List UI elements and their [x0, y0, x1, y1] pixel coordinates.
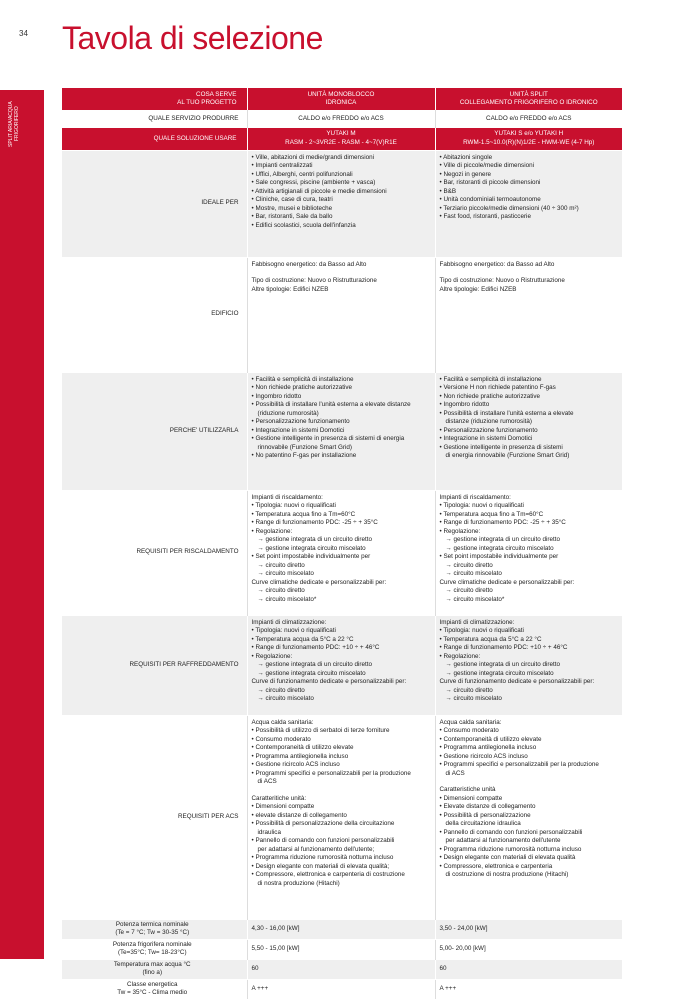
text-line: • Programma antilegionella incluso: [439, 744, 537, 751]
text-line: • Attività artigianali di piccole e medie dimensioni: [251, 187, 387, 195]
text-line: Curve climatiche dedicate e personalizzabili per:: [251, 578, 387, 586]
text-line: • Integrazione in sistemi Domotici: [251, 426, 345, 434]
text-line: → circuito miscelato*: [257, 595, 317, 603]
text-line: → gestione integrata di un circuito diretto: [445, 536, 560, 543]
text-line: • Temperatura acqua fino a Tm=60°C: [439, 510, 544, 518]
row-split-cell: [435, 490, 622, 615]
text-line: • Temperatura acqua da 5°C a 22 °C: [439, 635, 542, 643]
content-row: [62, 615, 622, 715]
text-line: • Ingombro ridotto: [251, 392, 302, 400]
text-line: • Facilità e semplicità di installazione: [439, 375, 542, 383]
solution-row-label: QUALE SOLUZIONE USARE: [62, 128, 247, 150]
text-line: • Negozi in genere: [439, 170, 492, 178]
spec-mono-value: A +++: [247, 979, 435, 999]
content-row: [62, 372, 622, 490]
spec-row: [62, 939, 622, 959]
spec-label: Temperatura max acqua °C (fino a): [62, 959, 247, 979]
text-line: • B&B: [439, 187, 457, 195]
row-label: REQUISITI PER ACS: [62, 715, 247, 919]
text-line: Tipo di costruzione: Nuovo o Ristrutturazione: [251, 277, 377, 284]
text-line: → circuito diretto: [257, 561, 305, 569]
text-line: • Set point impostabile individualmente per: [251, 553, 371, 560]
spec-split-value: A +++: [435, 979, 622, 999]
spec-label: Potenza frigorifera nominale (Te=35°C; Tw= 18-23°C): [62, 939, 247, 959]
text-line: di nostra produzione (Hitachi): [257, 879, 340, 887]
text-line: • Integrazione in sistemi Domotici: [439, 435, 533, 442]
text-line: [440, 778, 619, 786]
solution-row-mono: YUTAKI M RASM - 2~3VR2E - RASM - 4~7(V)R1E: [247, 128, 435, 150]
text-line: → gestione integrata circuito miscelato: [445, 544, 554, 552]
text-line: • Bar, ristoranti di piccole dimensioni: [439, 179, 541, 186]
row-label: REQUISITI PER RAFFREDDAMENTO: [62, 615, 247, 715]
text-line: • Versione H non richiede patentino F-gas: [439, 384, 556, 391]
text-line: • Temperatura acqua fino a Tm=60°C: [251, 510, 356, 518]
spec-row: [62, 959, 622, 979]
row-split-cell: [435, 715, 622, 919]
text-line: Tipo di costruzione: Nuovo o Ristrutturazione: [439, 277, 565, 284]
solution-row-split: YUTAKI S e/o YUTAKI H RWM-1.5~10.0(R)(N)1/2E - HWM-WE (4-7 Hp): [435, 128, 622, 150]
service-row: [62, 110, 622, 128]
text-line: • Tipologia: nuovi o riqualificati: [439, 627, 524, 634]
spec-mono-value: 5,50 - 15,00 [kW]: [247, 939, 435, 959]
text-line: Curve climatiche dedicate e personalizzabili per:: [439, 578, 575, 586]
text-line: Altre tipologie: Edifici NZEB: [251, 285, 329, 293]
text-line: → circuito miscelato: [445, 570, 502, 577]
text-line: rinnovabile (Funzione Smart Grid): [257, 443, 352, 451]
row-split-cell: [435, 372, 622, 490]
content-row: [62, 150, 622, 257]
text-line: Impianti di riscaldamento:: [439, 493, 511, 501]
text-line: Acqua calda sanitaria:: [439, 718, 502, 726]
text-line: idraulica: [257, 828, 281, 836]
text-line: Impianti di riscaldamento:: [251, 493, 323, 501]
text-line: → gestione integrata di un circuito diretto: [257, 536, 372, 543]
text-line: per adattarsi al funzionamento dell'utente;: [257, 845, 375, 853]
row-mono-cell: [247, 150, 435, 257]
text-line: • Bar, ristoranti, Sale da ballo: [251, 213, 333, 220]
text-line: • Consumo moderato: [439, 727, 499, 734]
text-line: • Possibilità di installare l'unità esterna a elevate distanze: [251, 401, 411, 408]
spec-mono-value: 60: [247, 959, 435, 979]
header-split: UNITÀ SPLIT COLLEGAMENTO FRIGORIFERO O IDRONICO: [435, 88, 622, 110]
text-line: • Range di funzionamento PDC: +10 ÷ + 46°C: [439, 644, 568, 651]
text-line: per adattarsi al funzionamento dell'utente: [445, 837, 561, 844]
text-line: → circuito diretto: [445, 561, 493, 569]
text-line: • Programmi specifici e personalizzabili per la produzione: [251, 769, 411, 777]
text-line: [252, 787, 431, 795]
page-title: Tavola di selezione: [62, 20, 323, 56]
text-line: • Possibilità di personalizzazione della circuitazione: [251, 820, 395, 827]
text-line: • Sale congressi, piscine (ambiente + vasca): [251, 179, 376, 186]
text-line: • Abitazioni singole: [439, 153, 493, 161]
side-label-line: SPLIT ARIA/ACQUA: [8, 101, 14, 147]
spec-split-value: 60: [435, 959, 622, 979]
text-line: • Regolazione:: [251, 527, 293, 535]
text-line: → circuito diretto: [257, 587, 305, 594]
text-line: • Ville di piccole/medie dimensioni: [439, 162, 534, 169]
service-row-mono: CALDO e/o FREDDO e/o ACS: [247, 110, 435, 128]
text-line: della circuitazione idraulica: [445, 820, 521, 827]
text-line: • elevate distanze di collegamento: [251, 811, 347, 819]
text-line: di costruzione di nostra produzione (Hitachi): [445, 871, 569, 878]
spec-label: Classe energetica Tw = 35°C - Clima medio: [62, 979, 247, 999]
text-line: → gestione integrata di un circuito diretto: [445, 661, 560, 668]
text-line: • Pannello di comando con funzioni personalizzabili: [251, 837, 395, 844]
selection-table: [62, 88, 622, 999]
text-line: • Unità condominiali termoautonome: [439, 196, 541, 203]
text-line: di ACS: [257, 778, 277, 785]
text-line: Curve di funzionamento dedicate e personalizzabili per:: [251, 678, 407, 685]
side-band: [0, 90, 44, 959]
text-line: • Non richiede pratiche autorizzative: [251, 384, 353, 391]
text-line: → gestione integrata circuito miscelato: [257, 669, 366, 677]
text-line: • Possibilità di installare l'unità esterna a elevate: [439, 409, 574, 417]
text-line: → circuito miscelato: [445, 695, 502, 702]
text-line: • Dimensioni compatte: [439, 794, 503, 802]
text-line: Impianti di climatizzazione:: [251, 618, 327, 626]
text-line: • Compressore, elettronica e carpenteria: [439, 862, 553, 870]
text-line: Fabbisogno energetico: da Basso ad Alto: [439, 260, 555, 268]
text-line: • Regolazione:: [439, 652, 481, 660]
text-line: → gestione integrata di un circuito diretto: [257, 661, 372, 668]
text-line: • Uffici, Alberghi, centri polifunzionali: [251, 170, 353, 178]
side-label: [8, 94, 38, 154]
header-label: COSA SERVE AL TUO PROGETTO: [62, 88, 247, 110]
text-line: Caratteristiche unità: [439, 786, 496, 793]
text-line: • Elevate distanze di collegamento: [439, 803, 536, 810]
text-line: • Tipologia: nuovi o riqualificati: [439, 502, 524, 509]
row-mono-cell: [247, 615, 435, 715]
row-mono-cell: [247, 372, 435, 490]
text-line: di energia rinnovabile (Funzione Smart Grid): [445, 452, 570, 459]
page-number: 34: [19, 29, 28, 38]
content-row: [62, 257, 622, 372]
text-line: • Gestione intelligente in presenza di sistemi: [439, 443, 563, 451]
row-label: EDIFICIO: [62, 257, 247, 372]
text-line: Fabbisogno energetico: da Basso ad Alto: [251, 260, 367, 268]
text-line: • Dimensioni compatte: [251, 803, 315, 810]
text-line: • Tipologia: nuovi o riqualificati: [251, 502, 336, 509]
text-line: • Programmi specifici e personalizzabili per la produzione: [439, 761, 599, 768]
service-row-label: QUALE SERVIZIO PRODURRE: [62, 110, 247, 128]
text-line: (riduzione rumorosità): [257, 409, 319, 417]
text-line: • Mostre, musei e biblioteche: [251, 204, 333, 212]
header-mono: UNITÀ MONOBLOCCO IDRONICA: [247, 88, 435, 110]
text-line: • Compressore, elettronica e carpenteria di costruzione: [251, 871, 405, 878]
text-line: • Fast food, ristoranti, pasticcerie: [439, 213, 531, 220]
text-line: • Cliniche, case di cura, teatri: [251, 196, 333, 203]
text-line: • Contemporaneità di utilizzo elevate: [251, 744, 354, 751]
text-line: → circuito diretto: [257, 686, 305, 694]
text-line: → circuito miscelato: [257, 570, 314, 577]
row-mono-cell: [247, 715, 435, 919]
text-line: • Personalizzazione funzionamento: [251, 418, 350, 425]
text-line: • Design elegante con materiali di elevata qualità: [439, 854, 576, 861]
text-line: • Non richiede pratiche autorizzative: [439, 392, 541, 400]
text-line: • Facilità e semplicità di installazione: [251, 375, 354, 383]
row-split-cell: [435, 615, 622, 715]
row-split-cell: [435, 257, 622, 372]
text-line: • Pannello di comando con funzioni personalizzabili: [439, 828, 583, 836]
side-label-line: FRIGORIFERO: [14, 106, 20, 142]
text-line: • Temperatura acqua da 5°C a 22 °C: [251, 635, 354, 643]
text-line: • Contemporaneità di utilizzo elevate: [439, 735, 542, 743]
text-line: • Ingombro ridotto: [439, 401, 490, 408]
text-line: → circuito diretto: [445, 686, 493, 694]
spec-row: [62, 979, 622, 999]
spec-split-value: 5,00- 20,00 [kW]: [435, 939, 622, 959]
text-line: • Possibilità di personalizzazione: [439, 811, 531, 819]
text-line: • Design elegante con materiali di elevata qualità;: [251, 862, 390, 870]
text-line: → gestione integrata circuito miscelato: [445, 669, 554, 677]
text-line: • Range di funzionamento PDC: -25 ÷ + 35°C: [251, 519, 378, 526]
solution-row: [62, 128, 622, 150]
content-row: [62, 490, 622, 615]
row-label: IDEALE PER: [62, 150, 247, 257]
service-row-split: CALDO e/o FREDDO e/o ACS: [435, 110, 622, 128]
text-line: di ACS: [445, 769, 465, 777]
text-line: Caratteritiche unità:: [251, 794, 307, 802]
text-line: Curve di funzionamento dedicate e personalizzabili per:: [439, 678, 595, 685]
text-line: • Programma antilegionella incluso: [251, 752, 349, 760]
text-line: → circuito miscelato*: [445, 595, 505, 603]
text-line: → gestione integrata circuito miscelato: [257, 544, 366, 552]
text-line: distanze (riduzione rumorosità): [445, 418, 532, 425]
text-line: Impianti di climatizzazione:: [439, 618, 515, 626]
text-line: • Gestione intelligente in presenza di sistemi di energia: [251, 435, 405, 442]
spec-label: Potenza termica nominale (Te = 7 °C; Tw = 30-35 °C): [62, 919, 247, 939]
text-line: • Edifici scolastici, scuola dell'infanzia: [251, 221, 356, 229]
row-mono-cell: [247, 490, 435, 615]
row-split-cell: [435, 150, 622, 257]
text-line: • Tipologia: nuovi o riqualificati: [251, 627, 336, 634]
text-line: • Range di funzionamento PDC: -25 ÷ + 35°C: [439, 519, 566, 526]
text-line: → circuito diretto: [445, 587, 493, 594]
row-label: PERCHE' UTILIZZARLA: [62, 372, 247, 490]
row-label: REQUISITI PER RISCALDAMENTO: [62, 490, 247, 615]
text-line: [440, 269, 619, 277]
text-line: • No patentino F-gas per installazione: [251, 452, 357, 459]
text-line: • Programma riduzione rumorosità notturna incluso: [251, 854, 394, 861]
text-line: • Regolazione:: [251, 652, 293, 660]
spec-mono-value: 4,30 - 16,00 [kW]: [247, 919, 435, 939]
text-line: [252, 269, 431, 277]
spec-split-value: 3,50 - 24,00 [kW]: [435, 919, 622, 939]
text-line: • Range di funzionamento PDC: +10 ÷ + 46°C: [251, 644, 380, 651]
text-line: • Gestione ricircolo ACS incluso: [439, 752, 528, 760]
text-line: • Possibilità di utilizzo di serbatoi di terze forniture: [251, 727, 390, 734]
text-line: • Personalizzazione funzionamento: [439, 426, 538, 434]
spec-row: [62, 919, 622, 939]
text-line: • Ville, abitazioni di medie/grandi dimensioni: [251, 153, 374, 161]
content-row: [62, 715, 622, 919]
text-line: Acqua calda sanitaria:: [251, 718, 314, 726]
text-line: • Gestione ricircolo ACS incluso: [251, 761, 340, 768]
text-line: • Terziario piccole/medie dimensioni (40 ÷ 300 m²): [439, 204, 579, 212]
text-line: → circuito miscelato: [257, 695, 314, 702]
text-line: • Consumo moderato: [251, 735, 311, 743]
header-row: [62, 88, 622, 110]
text-line: • Programma riduzione rumorosità notturna incluso: [439, 845, 582, 853]
text-line: • Regolazione:: [439, 527, 481, 535]
text-line: • Impianti centralizzati: [251, 162, 313, 169]
row-mono-cell: [247, 257, 435, 372]
text-line: • Set point impostabile individualmente per: [439, 553, 559, 560]
text-line: Altre tipologie: Edifici NZEB: [439, 285, 517, 293]
